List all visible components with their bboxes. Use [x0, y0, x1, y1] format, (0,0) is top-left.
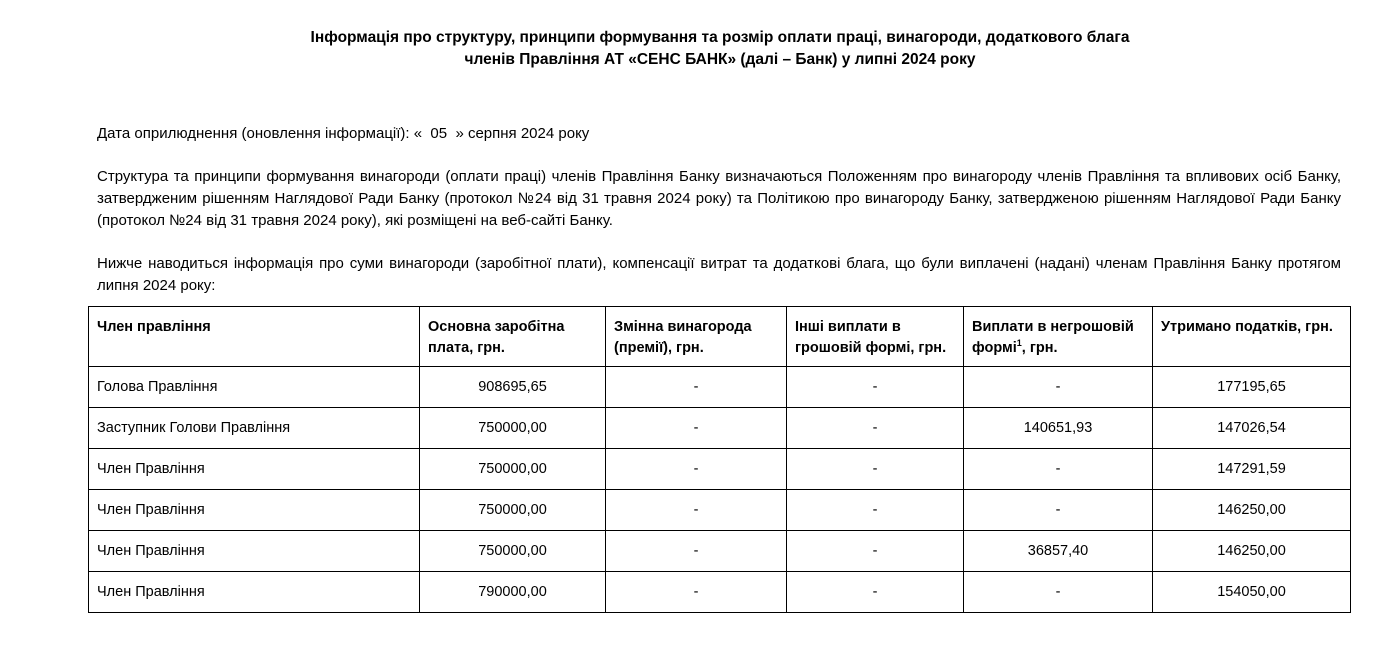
cell-variable-pay: - — [606, 531, 787, 572]
header-non-cash-text: Виплати в негрошовій формі — [972, 319, 1134, 356]
cell-non-cash: 140651,93 — [964, 408, 1153, 449]
footnote-marker: 1 — [1016, 338, 1022, 349]
cell-non-cash: - — [964, 367, 1153, 408]
header-base-salary: Основна заробітна плата, грн. — [420, 307, 606, 367]
cell-member: Член Правління — [89, 449, 420, 490]
cell-taxes: 177195,65 — [1153, 367, 1351, 408]
publication-day: 05 — [430, 125, 448, 142]
publication-date — [97, 124, 1341, 144]
header-taxes: Утримано податків, грн. — [1153, 307, 1351, 367]
cell-non-cash: 36857,40 — [964, 531, 1153, 572]
cell-other-cash: - — [787, 490, 964, 531]
table-row — [89, 490, 1351, 531]
publication-label: Дата оприлюднення (оновлення інформації): « — [97, 125, 423, 142]
cell-other-cash: - — [787, 572, 964, 613]
header-non-cash — [964, 307, 1153, 367]
cell-base-salary: 750000,00 — [420, 490, 606, 531]
cell-base-salary: 750000,00 — [420, 449, 606, 490]
cell-base-salary: 790000,00 — [420, 572, 606, 613]
cell-member: Член Правління — [89, 572, 420, 613]
cell-non-cash: - — [964, 572, 1153, 613]
cell-member: Член Правління — [89, 490, 420, 531]
cell-variable-pay: - — [606, 490, 787, 531]
document-title — [0, 27, 1390, 71]
cell-base-salary: 750000,00 — [420, 531, 606, 572]
header-non-cash-unit: , грн. — [1021, 340, 1058, 356]
cell-taxes: 154050,00 — [1153, 572, 1351, 613]
cell-variable-pay: - — [606, 408, 787, 449]
cell-variable-pay: - — [606, 572, 787, 613]
cell-base-salary: 908695,65 — [420, 367, 606, 408]
cell-other-cash: - — [787, 367, 964, 408]
table-row — [89, 408, 1351, 449]
title-line-1: Інформація про структуру, принципи формування та розмір оплати праці, винагороди, додаткового блага — [310, 29, 1130, 46]
table-row — [89, 367, 1351, 408]
header-variable-pay: Змінна винагорода (премії), грн. — [606, 307, 787, 367]
cell-member: Член Правління — [89, 531, 420, 572]
cell-non-cash: - — [964, 449, 1153, 490]
cell-variable-pay: - — [606, 449, 787, 490]
table-header-row — [89, 307, 1351, 367]
table-row — [89, 572, 1351, 613]
title-line-2: членів Правління АТ «СЕНС БАНК» (далі – Банк) у липні 2024 року — [464, 51, 976, 68]
cell-other-cash: - — [787, 408, 964, 449]
cell-other-cash: - — [787, 531, 964, 572]
cell-taxes: 147291,59 — [1153, 449, 1351, 490]
cell-taxes: 146250,00 — [1153, 531, 1351, 572]
cell-member: Голова Правління — [89, 367, 420, 408]
cell-base-salary: 750000,00 — [420, 408, 606, 449]
cell-taxes: 146250,00 — [1153, 490, 1351, 531]
intro-paragraph: Нижче наводиться інформація про суми винагороди (заробітної плати), компенсації витрат та додаткові блага, що були виплачені (надані) членам Правління Банку протягом липня 2024 року: — [97, 255, 1341, 294]
header-member: Член правління — [89, 307, 420, 367]
cell-non-cash: - — [964, 490, 1153, 531]
cell-member: Заступник Голови Правління — [89, 408, 420, 449]
publication-rest: » серпня 2024 року — [455, 125, 590, 142]
table-row — [89, 449, 1351, 490]
cell-other-cash: - — [787, 449, 964, 490]
header-other-cash: Інші виплати в грошовій формі, грн. — [787, 307, 964, 367]
remuneration-table — [88, 306, 1351, 613]
table-row — [89, 531, 1351, 572]
cell-variable-pay: - — [606, 367, 787, 408]
structure-paragraph: Структура та принципи формування винагороди (оплати праці) членів Правління Банку визначаються Положенням про винагороду членів Правління та впливових осіб Банку, затвердженим рішенням Наглядової Ради Банку (протокол №24 від 31 травня 2024 року) та Політикою про винагороду Банку, затвердженою рішенням Наглядової Ради Банку (протокол №24 від 31 травня 2024 року), які розміщені на веб-сайті Банку. — [97, 168, 1341, 229]
cell-taxes: 147026,54 — [1153, 408, 1351, 449]
